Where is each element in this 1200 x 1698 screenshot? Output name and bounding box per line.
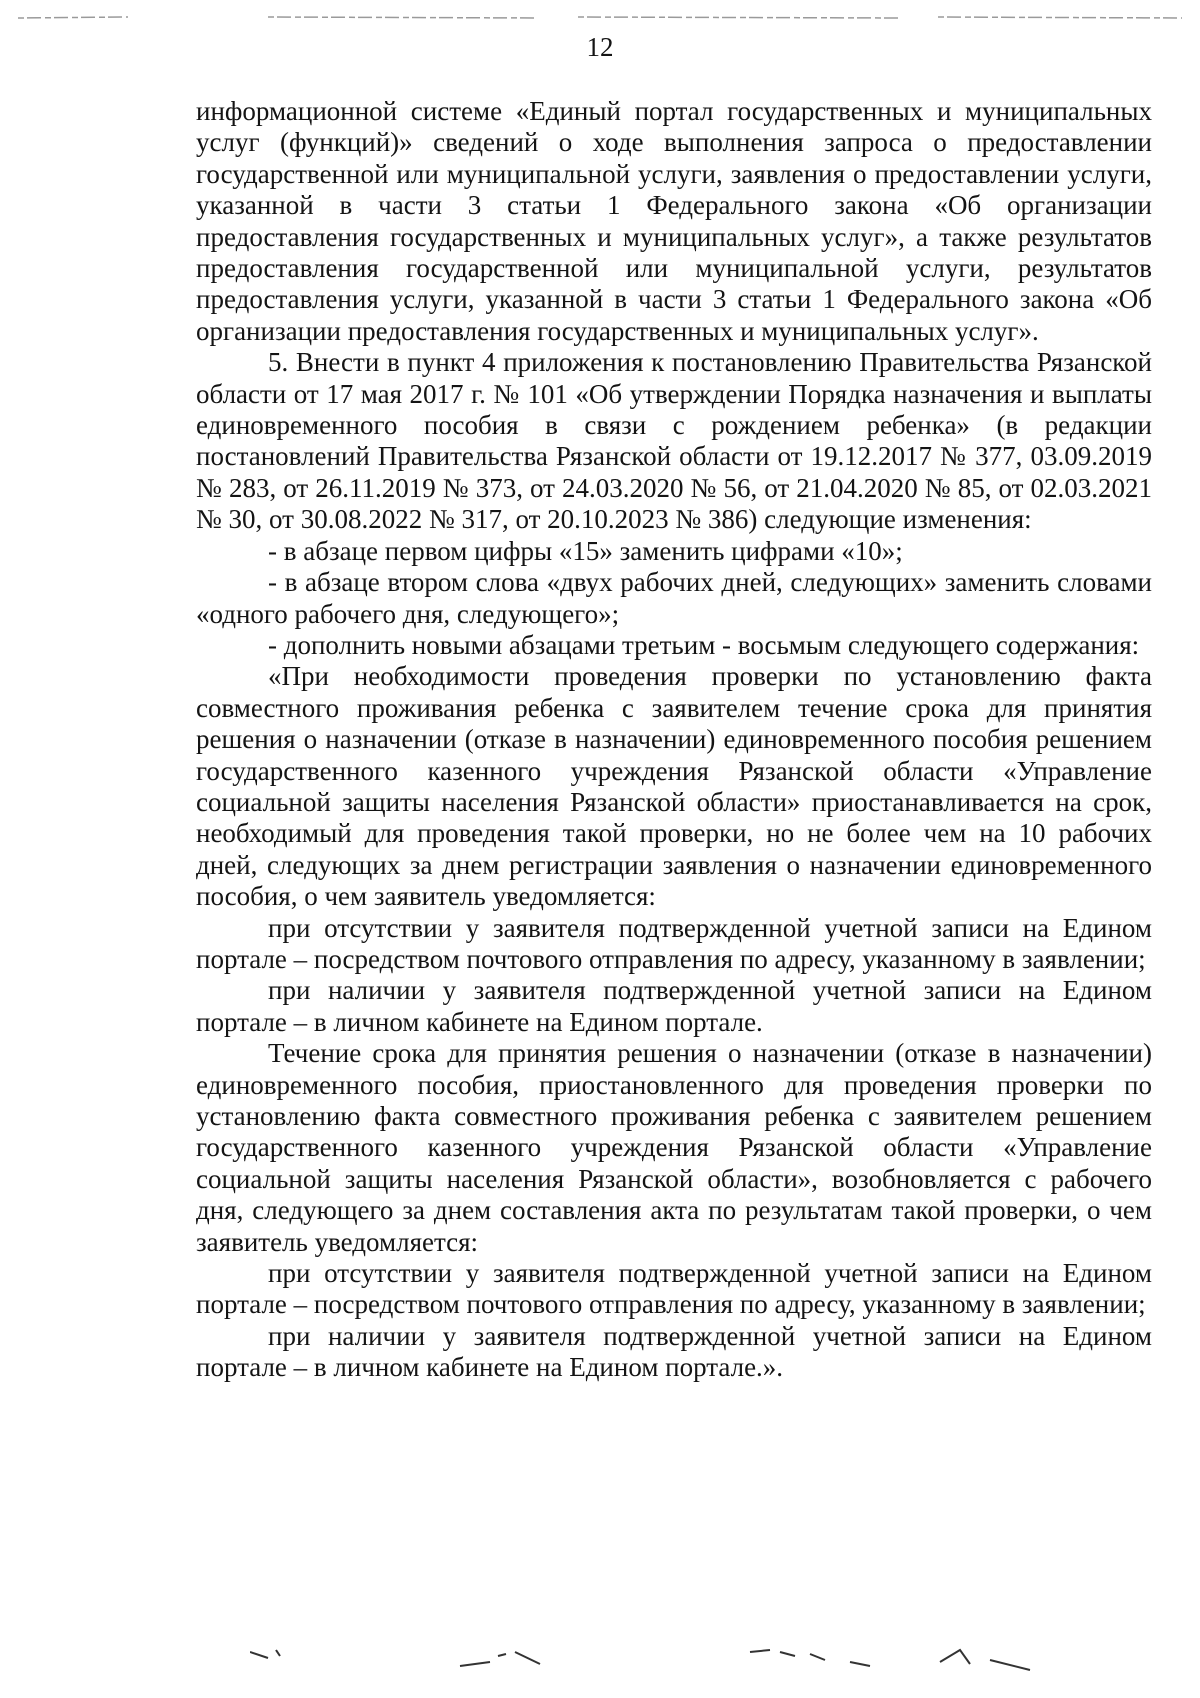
page-number: 12 (586, 32, 614, 62)
paragraph: Течение срока для принятия решения о назначении (отказе в назначении) единовременного пособия, приостановленного для проведения проверки по установлению факта совместного проживания ребенка с заявителем решением государственного казенного учреждения Рязанской области «Управление социальной защиты населения Рязанской области», возобновляется с рабочего дня, следующего за днем составления акта по результатам такой проверки, о чем заявитель уведомляется: (196, 1038, 1152, 1257)
paragraph: информационной системе «Единый портал государственных и муниципальных услуг (функций)» сведений о ходе выполнения запроса о предоставлении государственной или муниципальной услуги, заявления о предоставлении услуги, указанной в части 3 статьи 1 Федерального закона «Об организации предоставления государственных и муниципальных услуг», а также результатов предоставления государственной или муниципальной услуги, результатов предоставления услуги, указанной в части 3 статьи 1 Федерального закона «Об организации предоставления государственных и муниципальных услуг». (196, 96, 1152, 346)
scan-edge-marks-bottom (250, 1642, 1120, 1672)
paragraph: - дополнить новыми абзацами третьим - восьмым следующего содержания: (268, 629, 1140, 660)
scan-edge-marks-top (18, 13, 1182, 23)
paragraph: «При необходимости проведения проверки по установлению факта совместного проживания ребенка с заявителем течение срока для принятия решения о назначении (отказе в назначении) единовременного пособия решением государственного казенного учреждения Рязанской области «Управление социальной защиты населения Рязанской области» приостанавливается на срок, необходимый для проведения такой проверки, но не более чем на 10 рабочих дней, следующих за днем регистрации заявления о назначении единовременного пособия, о чем заявитель уведомляется: (196, 661, 1152, 912)
paragraph: - в абзаце первом цифры «15» заменить цифрами «10»; (268, 535, 903, 566)
paragraph: при отсутствии у заявителя подтвержденной учетной записи на Едином портале – посредством почтового отправления по адресу, указанному в заявлении; (196, 1258, 1152, 1320)
paragraph: при наличии у заявителя подтвержденной учетной записи на Едином портале – в личном кабинете на Едином портале. (196, 975, 1152, 1037)
document-body (196, 96, 1152, 1384)
paragraph: при отсутствии у заявителя подтвержденной учетной записи на Едином портале – посредством почтового отправления по адресу, указанному в заявлении; (196, 912, 1152, 974)
paragraph: 5. Внести в пункт 4 приложения к постановлению Правительства Рязанской области от 17 мая 2017 г. № 101 «Об утверждении Порядка назначения и выплаты единовременного пособия в связи с рождением ребенка» (в редакции постановлений Правительства Рязанской области от 19.12.2017 № 377, 03.09.2019 № 283, от 26.11.2019 № 373, от 24.03.2020 № 56, от 21.04.2020 № 85, от 02.03.2021 № 30, от 30.08.2022 № 317, от 20.10.2023 № 386) следующие изменения: (196, 347, 1152, 535)
paragraph: при наличии у заявителя подтвержденной учетной записи на Едином портале – в личном кабинете на Едином портале.». (196, 1320, 1152, 1383)
paragraph: - в абзаце втором слова «двух рабочих дней, следующих» заменить словами «одного рабочего дня, следующего»; (196, 567, 1152, 629)
